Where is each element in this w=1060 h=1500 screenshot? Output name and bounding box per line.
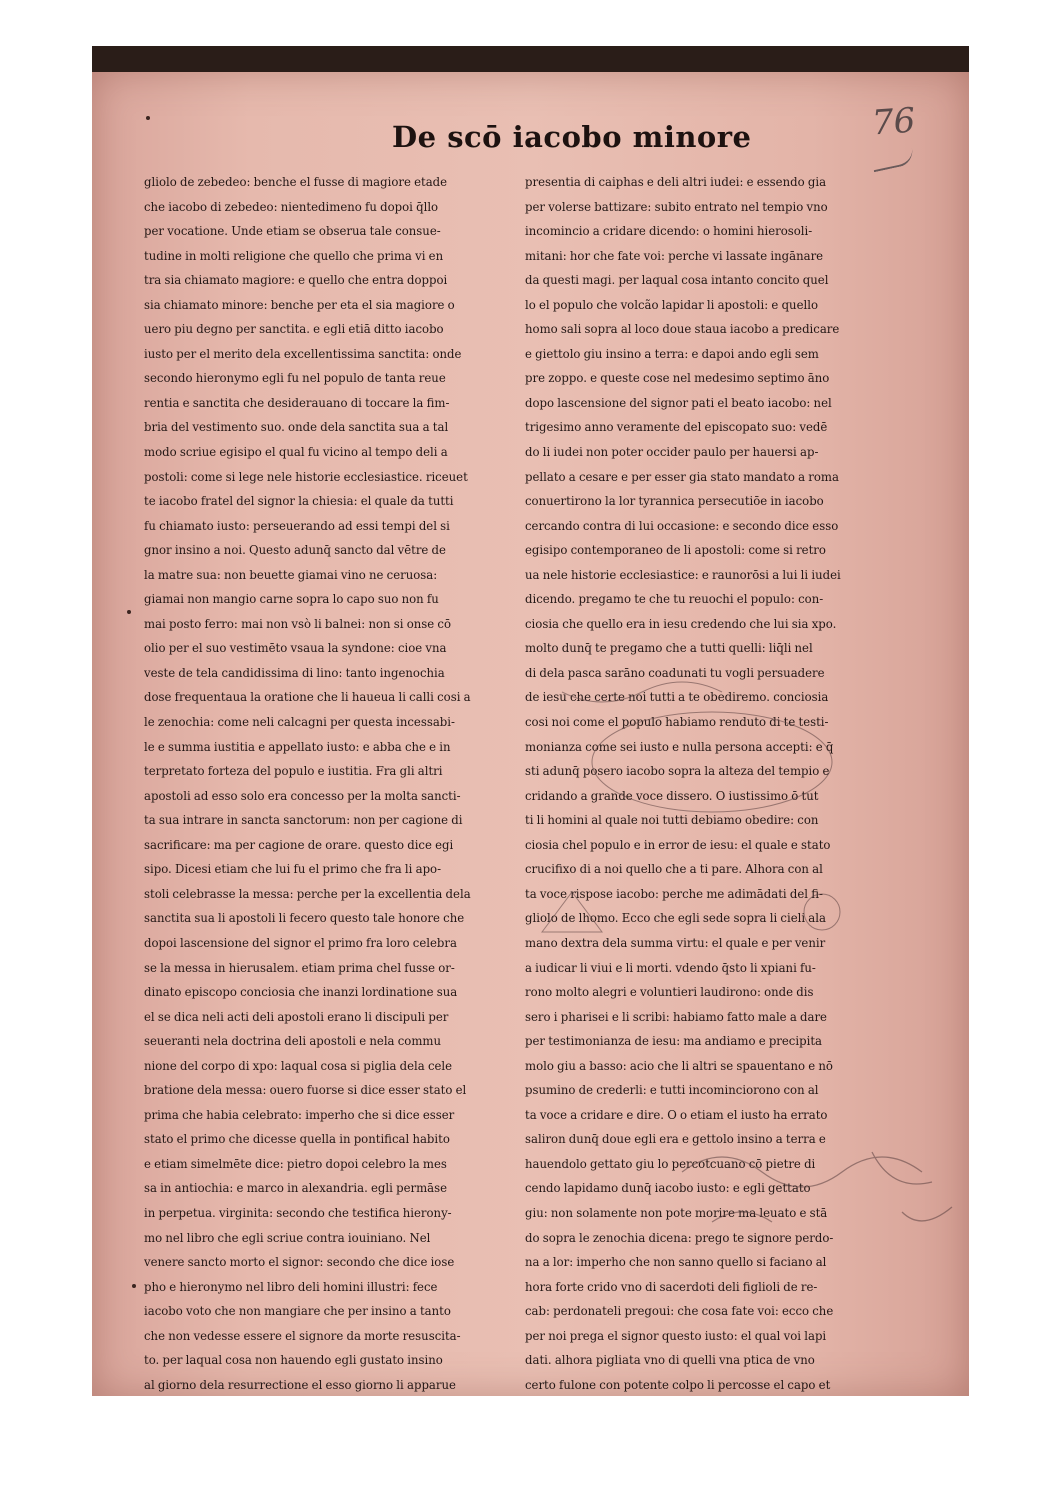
text-line: lo el populo che volcão lapidar li apostoli: e quello (525, 297, 819, 312)
text-line: per volerse battizare: subito entrato nel tempio vno (525, 199, 828, 214)
text-line: secondo hieronymo egli fu nel populo de tanta reue (144, 371, 446, 386)
text-line: na a lor: imperho che non sanno quello si faciano al (525, 1255, 827, 1270)
text-line: presentia di caiphas e deli altri iudei: e essendo gia (525, 175, 827, 189)
text-line: do li iudei non poter occider paulo per hauersi ap- (525, 445, 819, 460)
text-line: pellato a cesare e per esser gia stato mandato a roma (525, 469, 839, 484)
text-line: ua nele historie ecclesiastice: e raunorōsi a lui li iudei (525, 567, 841, 582)
text-line: olio per el suo vestimēto vsaua la syndone: cioe vna (144, 641, 447, 656)
text-column-left (144, 170, 494, 1396)
text-line: cosi noi come el populo habiamo renduto di te testi- (525, 715, 829, 730)
text-line: sa in antiochia: e marco in alexandria. egli permāse (144, 1181, 448, 1196)
text-line: seueranti nela doctrina deli apostoli e nela commu (144, 1034, 442, 1049)
text-line: cendo lapidamo dunq̄ iacobo iusto: e egli gettato (525, 1181, 811, 1196)
text-line: hora forte crido vno di sacerdoti deli figlioli de re- (525, 1279, 818, 1294)
text-line: per noi prega el signor questo iusto: el qual voi lapi (525, 1328, 827, 1343)
text-line: giamai non mangio carne sopra lo capo suo non fu (144, 592, 439, 607)
text-line: apostoli ad esso solo era concesso per la molta sancti- (144, 788, 461, 803)
text-line: uero piu degno per sanctita. e egli etiā ditto iacobo (144, 322, 444, 337)
text-line: le e summa iustitia e appellato iusto: e abba che e in (144, 739, 451, 754)
text-line: el se dica neli acti deli apostoli erano li discipuli per (144, 1009, 449, 1024)
text-line: rono molto alegri e voluntieri laudirono: onde dis (525, 985, 814, 1000)
text-line: sanctita sua li apostoli li fecero questo tale honore che (144, 911, 465, 926)
text-line: postoli: come si lege nele historie ecclesiastice. riceuet (144, 469, 468, 484)
text-line: gliolo de lhomo. Ecco che egli sede sopra li cieli ala (525, 911, 826, 926)
text-line: sti adunq̄ posero iacobo sopra la alteza del tempio e (525, 764, 830, 779)
text-line: dopoi lascensione del signor el primo fra loro celebra (144, 935, 457, 950)
text-line: certo fulone con potente colpo li percosse el capo et (525, 1377, 831, 1392)
text-line: di dela pasca sarāno coadunati tu vogli persuadere (525, 665, 825, 680)
folio-number: 76 (870, 100, 917, 144)
running-head: De scō iacobo minore (392, 120, 752, 154)
text-line: cab: perdonateli pregoui: che cosa fate voi: ecco che (525, 1304, 834, 1319)
text-line: egisipo contemporaneo de li apostoli: come si retro (525, 543, 826, 558)
text-line: ti li homini al quale noi tutti debiamo obedire: con (525, 813, 819, 828)
text-line: te iacobo fratel del signor la chiesia: el quale da tutti (144, 494, 454, 509)
text-line: mo nel libro che egli scriue contra iouiniano. Nel (144, 1230, 431, 1245)
text-line: iusto per el merito dela excellentissima sanctita: onde (144, 346, 462, 361)
text-column-right (525, 170, 875, 1396)
text-line: hauendolo gettato giu lo percotcuano cō pietre di (525, 1156, 816, 1171)
text-line: cercando contra di lui occasione: e secondo dice esso (525, 518, 839, 533)
text-line: nione del corpo di xpo: laqual cosa si piglia dela cele (144, 1058, 453, 1073)
text-line: se la messa in hierusalem. etiam prima chel fusse or- (144, 960, 455, 975)
text-line: in perpetua. virginita: secondo che testifica hierony- (144, 1205, 452, 1220)
text-line: incomincio a cridare dicendo: o homini hierosoli- (525, 224, 813, 239)
text-line: tudine in molti religione che quello che prima vi en (144, 248, 444, 263)
text-line: da questi magi. per laqual cosa intanto concito quel (525, 273, 829, 288)
text-line: al giorno dela resurrectione el esso giorno li apparue (144, 1377, 456, 1392)
text-line: pho e hieronymo nel libro deli homini illustri: fece (144, 1279, 438, 1294)
text-line: fu chiamato iusto: perseuerando ad essi tempi del si (144, 518, 450, 533)
text-line: rentia e sanctita che desiderauano di toccare la fim- (144, 395, 450, 410)
text-line: giu: non solamente non pote morire ma leuato e stā (525, 1205, 828, 1220)
text-line: tra sia chiamato magiore: e quello che entra doppoi (144, 273, 448, 288)
book-page-photo (92, 46, 969, 1396)
text-line: che iacobo di zebedeo: nientedimeno fu dopoi q̄llo (144, 199, 439, 214)
text-line: le zenochia: come neli calcagni per questa incessabi- (144, 715, 455, 730)
paper-leaf (92, 72, 969, 1396)
text-line: che non vedesse essere el signore da morte resuscita- (144, 1328, 461, 1343)
text-line: sipo. Dicesi etiam che lui fu el primo che fra li apo- (144, 862, 442, 877)
text-line: cridando a grande voce dissero. O iustissimo ō tut (525, 788, 819, 803)
text-line: bria del vestimento suo. onde dela sanctita sua a tal (144, 420, 449, 435)
text-line: sia chiamato minore: benche per eta el sia magiore o (144, 297, 455, 312)
text-line: stato el primo che dicesse quella in pontifical habito (144, 1132, 450, 1147)
text-line: ta voce rispose iacobo: perche me adimādati del fi- (525, 886, 823, 901)
text-line: crucifixo di a noi quello che a ti pare. Alhora con al (525, 862, 823, 877)
text-line: dinato episcopo conciosia che inanzi lordinatione sua (144, 985, 458, 1000)
text-line: venere sancto morto el signor: secondo che dice iose (144, 1255, 455, 1270)
text-line: gnor insino a noi. Questo adunq̄ sancto dal vētre de (144, 543, 446, 558)
text-line: gliolo de zebedeo: benche el fusse di magiore etade (144, 175, 448, 189)
text-line: per vocatione. Unde etiam se obserua tale consue- (144, 224, 441, 239)
text-line: iacobo voto che non mangiare che per insino a tanto (144, 1304, 451, 1319)
text-line: dati. alhora pigliata vno di quelli vna ptica de vno (525, 1353, 815, 1368)
paper-hole (132, 1284, 136, 1288)
text-line: e giettolo giu insino a terra: e dapoi ando egli sem (525, 346, 819, 361)
text-line: modo scriue egisipo el qual fu vicino al tempo deli a (144, 445, 448, 460)
text-line: sero i pharisei e li scribi: habiamo fatto male a dare (525, 1009, 827, 1024)
text-line: mai posto ferro: mai non vsò li balnei: non si onse cō (144, 616, 451, 631)
paper-hole (146, 116, 150, 120)
text-line: do sopra le zenochia dicena: prego te signore perdo- (525, 1230, 834, 1245)
text-line: pre zoppo. e queste cose nel medesimo septimo āno (525, 371, 830, 386)
text-line: sacrificare: ma per cagione de orare. questo dice egi (144, 837, 454, 852)
text-line: dicendo. pregamo te che tu reuochi el populo: con- (525, 592, 824, 607)
text-line: dose frequentaua la oratione che li haueua li calli cosi a (144, 690, 471, 705)
text-line: mano dextra dela summa virtu: el quale e per venir (525, 935, 826, 950)
pencil-mark (871, 148, 915, 172)
text-line: e etiam simelmēte dice: pietro dopoi celebro la mes (144, 1156, 447, 1171)
text-line: homo sali sopra al loco doue staua iacobo a predicare (525, 322, 840, 337)
text-line: stoli celebrasse la messa: perche per la excellentia dela (144, 886, 471, 901)
text-line: trigesimo anno veramente del episcopato suo: vedē (525, 420, 828, 435)
text-line: ta voce a cridare e dire. O o etiam el iusto ha errato (525, 1107, 828, 1122)
text-line: terpretato forteza del populo e iustitia. Fra gli altri (144, 764, 443, 779)
text-line: veste de tela candidissima di lino: tanto ingenochia (144, 665, 445, 680)
text-line: monianza come sei iusto e nulla persona accepti: e q̄ (525, 739, 834, 754)
text-line: saliron dunq̄ doue egli era e gettolo insino a terra e (525, 1132, 826, 1147)
text-line: dopo lascensione del signor pati el beato iacobo: nel (525, 395, 832, 410)
text-line: ta sua intrare in sancta sanctorum: non per cagione di (144, 813, 463, 828)
text-line: de iesu che certe noi tutti a te obediremo. conciosia (525, 690, 829, 705)
text-line: la matre sua: non beuette giamai vino ne ceruosa: (144, 567, 438, 582)
text-line: ciosia che quello era in iesu credendo che lui sia xpo. (525, 616, 837, 631)
text-line: molto dunq̄ te pregamo che a tutti quelli: liq̄li nel (525, 641, 813, 656)
text-line: molo giu a basso: acio che li altri se spauentano e nō (525, 1058, 833, 1073)
text-line: ciosia chel populo e in error de iesu: el quale e stato (525, 837, 831, 852)
text-line: to. per laqual cosa non hauendo egli gustato insino (144, 1353, 443, 1368)
text-line: bratione dela messa: ouero fuorse si dice esser stato el (144, 1083, 467, 1098)
text-line: per testimonianza de iesu: ma andiamo e precipita (525, 1034, 822, 1049)
text-line: conuertirono la lor tyrannica persecutiōe in iacobo (525, 494, 824, 509)
text-line: prima che habia celebrato: imperho che si dice esser (144, 1107, 455, 1122)
text-line: a iudicar li viui e li morti. vdendo q̄sto li xpiani fu- (525, 960, 816, 975)
text-line: mitani: hor che fate voi: perche vi lassate ingānare (525, 248, 824, 263)
text-line: psumino de crederli: e tutti incominciorono con al (525, 1083, 819, 1098)
paper-hole (127, 610, 131, 614)
